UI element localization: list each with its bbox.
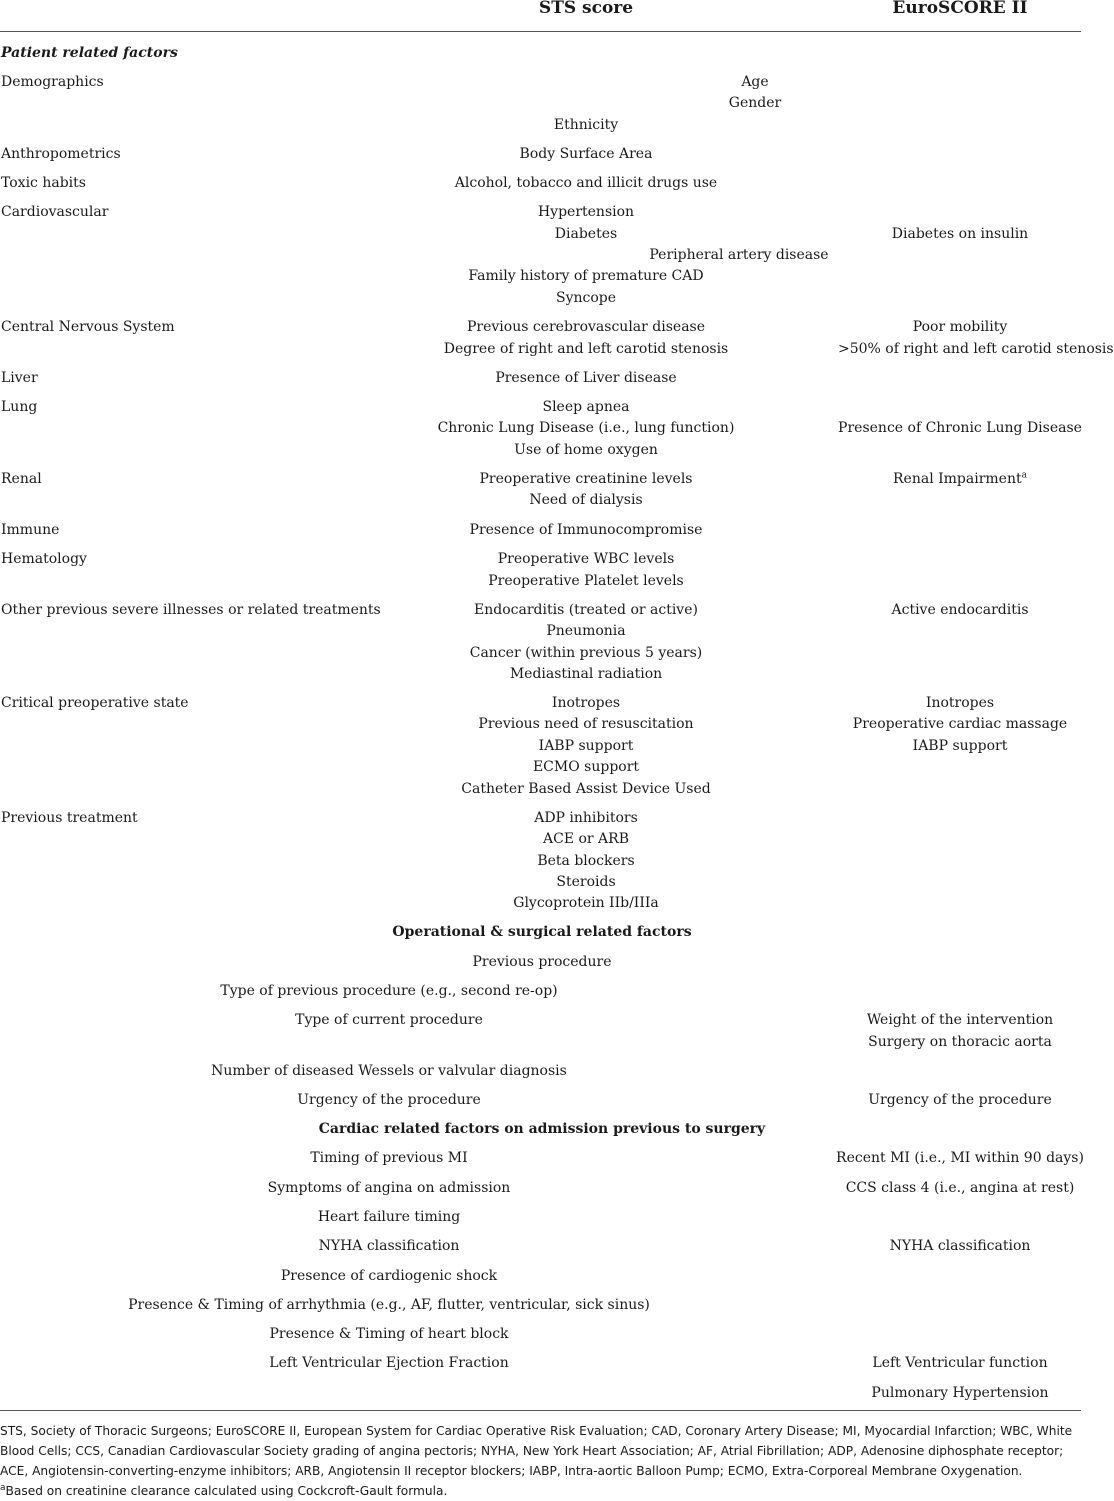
euro-item: Surgery on thoracic aorta	[868, 1034, 1052, 1050]
euro-item: Weight of the intervention	[866, 1012, 1054, 1028]
cardiac-item: Presence of cardiogenic shock	[280, 1268, 498, 1284]
row-label-critical-state: Critical preoperative state	[1, 695, 189, 711]
footnote-marker: a	[1021, 470, 1027, 481]
cardiac-item: Timing of previous MI	[310, 1150, 468, 1166]
row-label-cardiovascular: Cardiovascular	[1, 204, 109, 220]
cardiac-item: Heart failure timing	[317, 1209, 461, 1225]
sts-item: Previous need of resuscitation	[478, 716, 694, 732]
sts-item: Pneumonia	[546, 623, 626, 639]
footnote-abbreviations-1: STS, Society of Thoracic Surgeons; EuroSCORE II, European System for Cardiac Operative Risk Evaluation; CAD, Coronary Artery Disease; MI, Myocardial Infarction; WBC, White	[0, 1424, 1073, 1438]
row-label-cns: Central Nervous System	[1, 319, 175, 335]
sts-item: Preoperative WBC levels	[497, 551, 675, 567]
cardiac-item: Presence & Timing of arrhythmia (e.g., AF, flutter, ventricular, sick sinus)	[128, 1297, 650, 1313]
cardiac-item: Symptoms of angina on admission	[267, 1180, 511, 1196]
operational-item: Type of previous procedure (e.g., second re-op)	[220, 983, 558, 999]
euro-item: Poor mobility	[912, 319, 1008, 335]
euro-item: Preoperative cardiac massage	[852, 716, 1068, 732]
sts-item: Beta blockers	[537, 853, 635, 869]
sts-item: Sleep apnea	[542, 399, 630, 415]
sts-item: Use of home oxygen	[514, 442, 658, 458]
sts-item: IABP support	[538, 738, 634, 754]
sts-item: Inotropes	[551, 695, 621, 711]
sts-item: Previous cerebrovascular disease	[466, 319, 706, 335]
euro-item: Inotropes	[925, 695, 995, 711]
sts-item: Cancer (within previous 5 years)	[469, 645, 703, 661]
sts-item: ECMO support	[532, 759, 640, 775]
euro-item: IABP support	[912, 738, 1008, 754]
operational-item: Previous procedure	[472, 954, 612, 970]
operational-item: Type of current procedure	[295, 1012, 483, 1028]
footnote-a: $^a$Based on creatinine clearance calculated using Cockcroft-Gault formula.	[0, 1482, 448, 1498]
row-label-lung: Lung	[1, 399, 38, 415]
shared-item-age: Age	[741, 74, 769, 90]
euro-item: Left Ventricular function	[872, 1355, 1048, 1371]
sts-item: Chronic Lung Disease (i.e., lung function)	[437, 420, 735, 436]
sts-item: Preoperative creatinine levels	[479, 471, 693, 487]
column-header-euroscore: EuroSCORE II	[892, 0, 1028, 18]
row-label-previous-treatment: Previous treatment	[1, 810, 138, 826]
section-title-operational: Operational & surgical related factors	[392, 924, 692, 940]
sts-item: Mediastinal radiation	[509, 666, 663, 682]
footnote-abbreviations-2: Blood Cells; CCS, Canadian Cardiovascular Society grading of angina pectoris; NYHA, New York Heart Association; AF, Atrial Fibrillation; ADP, Adenosine diphosphate receptor;	[0, 1444, 1064, 1458]
column-header-sts: STS score	[538, 0, 634, 18]
sts-item: Body Surface Area	[519, 146, 653, 162]
sts-item: ACE or ARB	[542, 831, 630, 847]
footnote-abbreviations-3: ACE, Angiotensin-converting-enzyme inhibitors; ARB, Angiotensin II receptor blockers; IABP, Intra-aortic Balloon Pump; ECMO, Extra-Corporeal Membrane Oxygenation.	[0, 1464, 1023, 1478]
operational-item: Urgency of the procedure	[297, 1092, 481, 1108]
sts-item: Steroids	[556, 874, 616, 890]
sts-item: Alcohol, tobacco and illicit drugs use	[454, 175, 718, 191]
euro-item: NYHA classification	[889, 1238, 1031, 1254]
row-label-liver: Liver	[1, 370, 38, 386]
cardiac-item: Presence & Timing of heart block	[269, 1326, 509, 1342]
sts-item: Syncope	[555, 290, 617, 306]
cardiac-item: NYHA classification	[318, 1238, 460, 1254]
sts-item: Endocarditis (treated or active)	[474, 602, 698, 618]
sts-item: Catheter Based Assist Device Used	[461, 781, 711, 797]
euro-item: CCS class 4 (i.e., angina at rest)	[845, 1180, 1075, 1196]
sts-item-ethnicity: Ethnicity	[553, 117, 619, 133]
row-label-renal: Renal	[1, 471, 42, 487]
euro-item: Presence of Chronic Lung Disease	[838, 420, 1082, 436]
row-label-hematology: Hematology	[1, 551, 87, 567]
row-label-demographics: Demographics	[1, 74, 104, 90]
euro-item: Urgency of the procedure	[868, 1092, 1052, 1108]
shared-item-gender: Gender	[728, 95, 782, 111]
row-label-other-illnesses: Other previous severe illnesses or related treatments	[1, 602, 381, 618]
sts-item: Preoperative Platelet levels	[488, 573, 684, 589]
table-bottom-rule	[0, 1410, 1081, 1411]
euro-item-renal-impairment: Renal Impairment$^a$	[893, 470, 1027, 487]
shared-item-peripheral-artery-disease: Peripheral artery disease	[649, 247, 829, 263]
euro-item: Recent MI (i.e., MI within 90 days)	[836, 1150, 1084, 1166]
sts-item: Family history of premature CAD	[468, 268, 704, 284]
sts-item: ADP inhibitors	[534, 810, 638, 826]
euro-item: Pulmonary Hypertension	[871, 1385, 1049, 1401]
row-label-immune: Immune	[1, 522, 60, 538]
sts-item: Presence of Immunocompromise	[469, 522, 703, 538]
footnote-marker: a	[0, 1482, 6, 1493]
cardiac-item: Left Ventricular Ejection Fraction	[269, 1355, 509, 1371]
sts-item: Need of dialysis	[529, 492, 643, 508]
header-divider	[0, 31, 1081, 32]
row-label-anthropometrics: Anthropometrics	[1, 146, 121, 162]
sts-item: Presence of Liver disease	[495, 370, 677, 386]
section-title-cardiac: Cardiac related factors on admission previous to surgery	[318, 1121, 766, 1137]
sts-item: Diabetes	[554, 226, 618, 242]
sts-item: Glycoprotein IIb/IIIa	[513, 895, 659, 911]
euro-item: Active endocarditis	[891, 602, 1029, 618]
section-title-patient: Patient related factors	[1, 45, 178, 61]
euro-item: >50% of right and left carotid stenosis	[838, 341, 1114, 357]
sts-item: Degree of right and left carotid stenosis	[443, 341, 729, 357]
sts-item: Hypertension	[537, 204, 635, 220]
euro-item: Diabetes on insulin	[891, 226, 1029, 242]
row-label-toxic-habits: Toxic habits	[1, 175, 86, 191]
operational-item: Number of diseased Wessels or valvular diagnosis	[211, 1063, 567, 1079]
